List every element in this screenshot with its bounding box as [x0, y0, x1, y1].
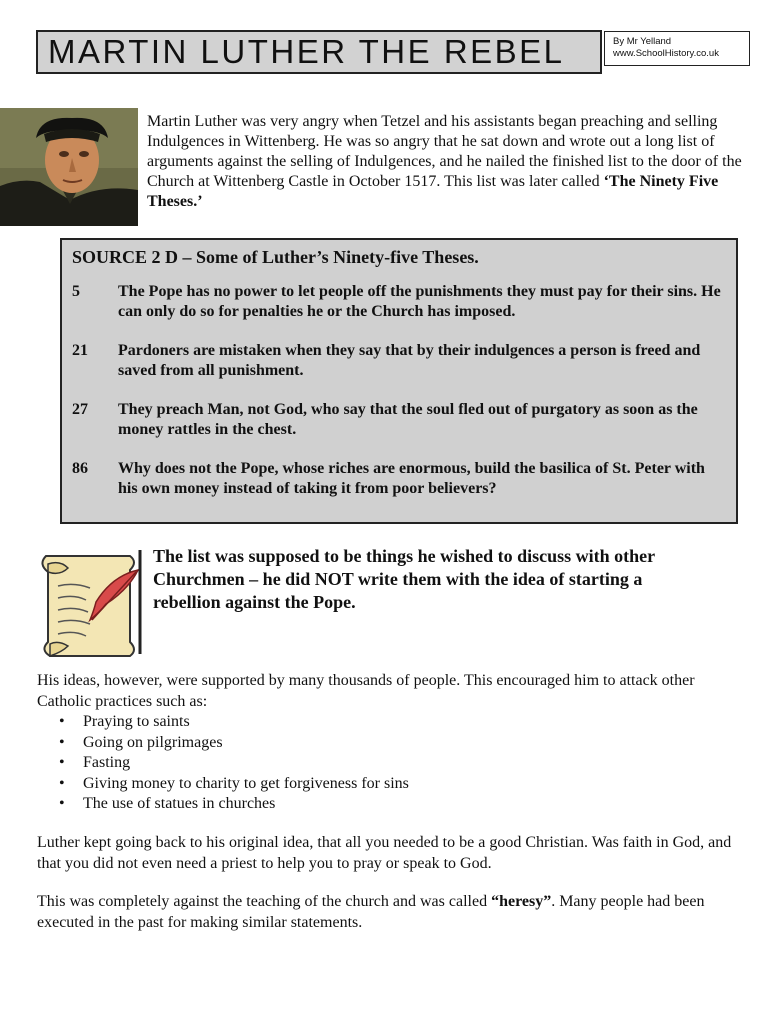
heresy-text-after: . Many people had been executed in the past for making similar statements.: [37, 893, 705, 931]
ninety-five-theses-title: ‘The Ninety Five Theses.’: [147, 173, 719, 210]
byline-author: By Mr Yelland: [613, 36, 672, 47]
list-item: • Praying to saints: [59, 712, 737, 733]
source-title: SOURCE 2 D – Some of Luther’s Ninety-five Theses.: [72, 247, 479, 267]
list-item: • Fasting: [59, 753, 737, 774]
list-item: • Giving money to charity to get forgiveness for sins: [59, 774, 737, 795]
thesis-text: Pardoners are mistaken when they say that by their indulgences a person is freed and saved from all punishment.: [118, 342, 701, 379]
ideas-text: His ideas, however, were supported by many thousands of people. This encouraged him to attack other Catholic practices such as:: [37, 672, 695, 710]
thesis-number: 5: [72, 283, 80, 300]
ideas-section: [37, 671, 737, 815]
thesis-item: [72, 400, 726, 440]
intro-text: Martin Luther was very angry when Tetzel and his assistants began preaching and selling Indulgences in Wittenberg. He was so angry that he sat down and wrote out a long list of arguments against the selling of Indulgences, and he nailed the finished list to the door of the Church at Wittenberg Castle in October 1517. This list was later called: [147, 113, 742, 190]
thesis-text: They preach Man, not God, who say that the soul fled out of purgatory as soon as the money rattles in the chest.: [118, 401, 698, 438]
thesis-number: 86: [72, 460, 88, 477]
thesis-item: [72, 282, 726, 322]
byline: [604, 31, 750, 66]
thesis-text: The Pope has no power to let people off the punishments they must pay for their sins. He can only do so for penalties he or the Church has imposed.: [118, 283, 721, 320]
byline-site: www.SchoolHistory.co.uk: [613, 48, 719, 59]
thesis-item: [72, 341, 726, 381]
heresy-text-before: This was completely against the teaching of the church and was called: [37, 893, 492, 910]
intro-paragraph: [147, 112, 747, 212]
source-box: [60, 238, 738, 524]
original-idea-paragraph: Luther kept going back to his original idea, that all you needed to be a good Christian. Was faith in God, and that you did not even need a priest to help you to pray or speak to God.: [37, 834, 732, 872]
martin-luther-portrait: [0, 108, 138, 226]
thesis-number: 21: [72, 342, 88, 359]
heresy-term: “heresy”: [491, 893, 552, 910]
thesis-number: 27: [72, 401, 88, 418]
list-item: • Going on pilgrimages: [59, 733, 737, 754]
practices-list: [37, 712, 737, 815]
scroll-quill-icon: [34, 546, 144, 658]
thesis-text: Why does not the Pope, whose riches are enormous, build the basilica of St. Peter with his own money instead of taking it from poor believers?: [118, 460, 705, 497]
thesis-item: [72, 459, 726, 499]
heresy-paragraph: [37, 892, 737, 933]
scroll-note: The list was supposed to be things he wished to discuss with other Churchmen – he did NOT write them with the idea of starting a rebellion against the Pope.: [153, 546, 655, 612]
list-item: • The use of statues in churches: [59, 794, 737, 815]
page-title: MARTIN LUTHER THE REBEL: [36, 30, 602, 74]
